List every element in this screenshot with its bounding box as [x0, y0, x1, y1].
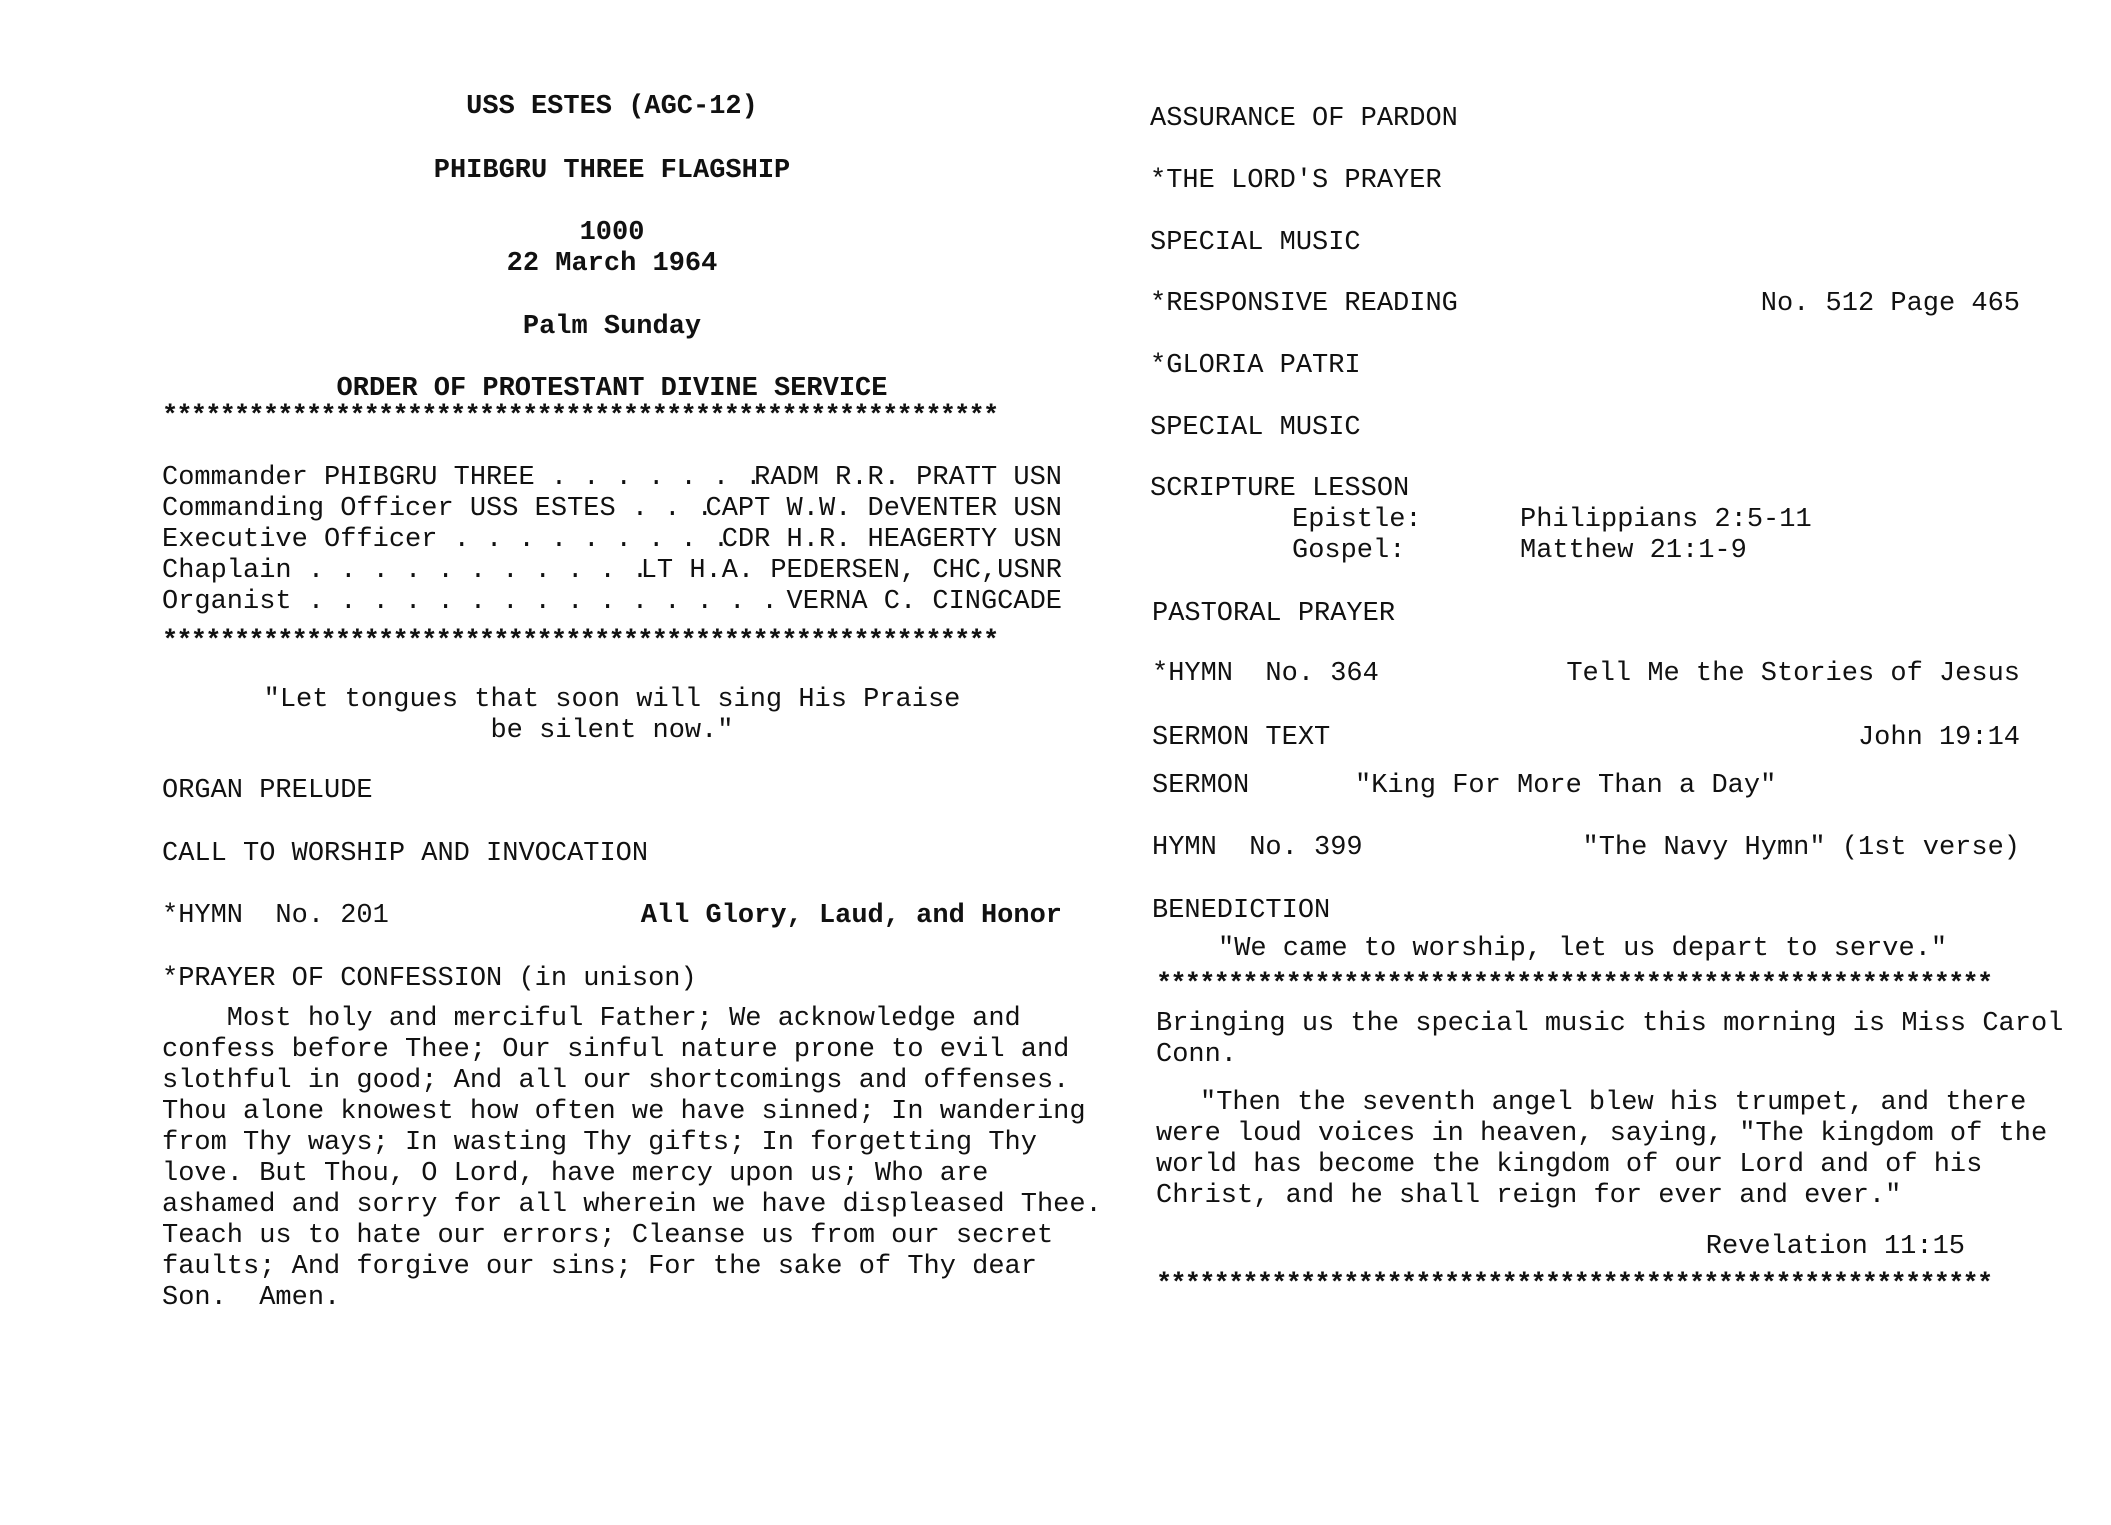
hymn-399-label: HYMN No. 399 [1152, 833, 1363, 863]
prayer-of-confession: *PRAYER OF CONFESSION (in unison) [162, 964, 697, 994]
revelation-line: world has become the kingdom of our Lord and of his [1156, 1150, 1983, 1180]
responsive-reading: *RESPONSIVE READING [1150, 289, 1458, 319]
officer-role: Organist . . . . . . . . . . . . . . . [162, 587, 778, 617]
confession-line: from Thy ways; In wasting Thy gifts; In forgetting Thy [162, 1128, 1037, 1158]
scripture-lesson: SCRIPTURE LESSON [1150, 474, 1410, 504]
epistle-ref: Philippians 2:5-11 [1520, 505, 1812, 535]
confession-line: Thou alone knowest how often we have sinned; In wandering [162, 1097, 1086, 1127]
sermon-title: "King For More Than a Day" [1355, 771, 1777, 801]
officer-name: CAPT W.W. DeVENTER USN [705, 494, 1062, 524]
opening-quote-line-2: be silent now." [490, 716, 734, 746]
note-line: Bringing us the special music this morning is Miss Carol [1156, 1009, 2064, 1039]
organ-prelude: ORGAN PRELUDE [162, 776, 373, 806]
order-title: ORDER OF PROTESTANT DIVINE SERVICE [336, 374, 888, 404]
revelation-quote [1156, 1088, 2047, 1212]
responsive-reading-ref: No. 512 Page 465 [1760, 289, 2020, 319]
epistle-label: Epistle: [1292, 505, 1422, 535]
special-music-note [1156, 1009, 2063, 1071]
sermon-label: SERMON [1152, 771, 1250, 801]
assurance-of-pardon: ASSURANCE OF PARDON [1150, 104, 1458, 134]
confession-line: Son. Amen. [162, 1283, 341, 1313]
revelation-line: were loud voices in heaven, saying, "The kingdom of the [1156, 1119, 2048, 1149]
officer-role: Commander PHIBGRU THREE . . . . . . . [162, 463, 762, 493]
gloria-patri: *GLORIA PATRI [1150, 351, 1361, 381]
officer-role: Commanding Officer USS ESTES . . . [162, 494, 713, 524]
separator-stars: ********************************************************** [1156, 1270, 1992, 1300]
hymn-399-title: "The Navy Hymn" (1st verse) [1582, 833, 2020, 863]
special-music-1: SPECIAL MUSIC [1150, 228, 1361, 258]
officer-name: LT H.A. PEDERSEN, CHC,USNR [640, 556, 1062, 586]
lords-prayer: *THE LORD'S PRAYER [1150, 166, 1442, 196]
revelation-line: Christ, and he shall reign for ever and ever." [1156, 1181, 1902, 1211]
hymn-364-title: Tell Me the Stories of Jesus [1566, 659, 2020, 689]
hymn-201-label: *HYMN No. 201 [162, 901, 389, 931]
officer-role: Executive Officer . . . . . . . . . [162, 525, 730, 555]
ship-name: USS ESTES (AGC-12) [466, 92, 758, 122]
confession-line: ashamed and sorry for all wherein we have displeased Thee. [162, 1190, 1102, 1220]
hymn-364-label: *HYMN No. 364 [1152, 659, 1379, 689]
officer-name: VERNA C. CINGCADE [786, 587, 1062, 617]
officer-name: CDR H.R. HEAGERTY USN [721, 525, 1062, 555]
confession-line: slothful in good; And all our shortcomings and offenses. [162, 1066, 1070, 1096]
revelation-ref: Revelation 11:15 [1705, 1232, 1965, 1262]
service-time: 1000 [579, 218, 645, 248]
confession-line: Most holy and merciful Father; We acknowledge and [162, 1004, 1021, 1034]
gospel-label: Gospel: [1292, 536, 1406, 566]
officer-name: RADM R.R. PRATT USN [754, 463, 1062, 493]
flagship-line: PHIBGRU THREE FLAGSHIP [433, 156, 791, 186]
benediction: BENEDICTION [1152, 896, 1331, 926]
confession-text [162, 1004, 1102, 1314]
revelation-line: "Then the seventh angel blew his trumpet, and there [1200, 1088, 2027, 1118]
officer-role: Chaplain . . . . . . . . . . . [162, 556, 649, 586]
separator-stars: ********************************************************** [162, 402, 998, 432]
confession-line: love. But Thou, O Lord, have mercy upon us; Who are [162, 1159, 989, 1189]
confession-line: confess before Thee; Our sinful nature prone to evil and [162, 1035, 1070, 1065]
separator-stars: ********************************************************** [1156, 970, 1992, 1000]
call-to-worship: CALL TO WORSHIP AND INVOCATION [162, 839, 649, 869]
occasion: Palm Sunday [522, 312, 702, 342]
service-date: 22 March 1964 [506, 249, 718, 279]
sermon-text-ref: John 19:14 [1857, 723, 2020, 753]
note-line: Conn. [1156, 1040, 1238, 1070]
confession-line: Teach us to hate our errors; Cleanse us from our secret [162, 1221, 1054, 1251]
sermon-text: SERMON TEXT [1152, 723, 1331, 753]
opening-quote-line-1: "Let tongues that soon will sing His Praise [263, 685, 961, 715]
special-music-2: SPECIAL MUSIC [1150, 413, 1361, 443]
gospel-ref: Matthew 21:1-9 [1520, 536, 1747, 566]
pastoral-prayer: PASTORAL PRAYER [1152, 599, 1396, 629]
confession-line: faults; And forgive our sins; For the sake of Thy dear [162, 1252, 1037, 1282]
separator-stars: ********************************************************** [162, 627, 998, 657]
hymn-201-title: All Glory, Laud, and Honor [640, 901, 1062, 931]
benediction-quote: "We came to worship, let us depart to serve." [1218, 934, 1948, 964]
